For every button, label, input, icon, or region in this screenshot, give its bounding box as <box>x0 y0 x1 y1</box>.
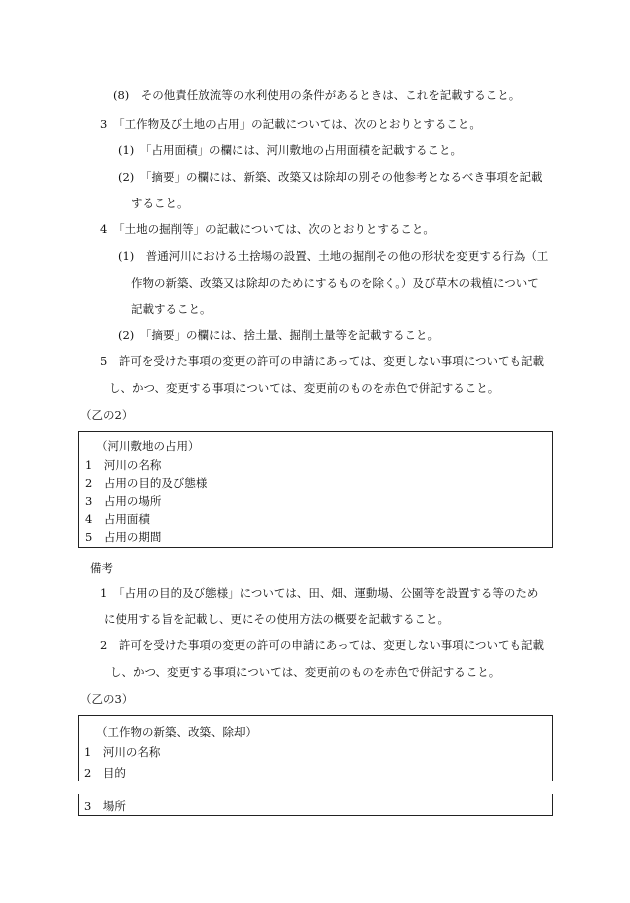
item-3-1: (1) 「占用面積」の欄には、河川敷地の占用面積を記載すること。 <box>118 143 463 157</box>
form-otsu3-bottom-border <box>78 815 553 816</box>
form-otsu3-row: 1 河川の名称 <box>84 745 161 759</box>
remark-2-line1: 2 許可を受けた事項の変更の許可の申請にあっては、変更しない事項についても記載 <box>100 638 544 652</box>
remarks-heading: 備考 <box>90 561 113 575</box>
item-4: 4 「土地の掘削等」の記載については、次のとおりとすること。 <box>100 222 435 236</box>
item-5-line1: 5 許可を受けた事項の変更の許可の申請にあっては、変更しない事項についても記載 <box>100 354 544 368</box>
form-otsu3-row: 3 場所 <box>84 799 126 813</box>
form-otsu3-heading: （乙の3） <box>80 692 134 706</box>
remark-1-line1: 1 「占用の目的及び態様」については、田、畑、運動場、公園等を設置する等のため <box>100 586 539 600</box>
item-8: (8) その他責任放流等の水利使用の条件があるときは、これを記載すること。 <box>113 88 521 102</box>
form-otsu3-left-border <box>78 715 79 781</box>
item-3: 3 「工作物及び土地の占用」の記載については、次のとおりとすること。 <box>100 117 481 131</box>
item-3-2-line2: すること。 <box>131 196 189 210</box>
form-otsu3-row: 2 目的 <box>84 766 126 780</box>
form-otsu2-row: 1 河川の名称 <box>85 458 162 472</box>
remark-2-line2: し、かつ、変更する事項については、変更前のものを赤色で併記すること。 <box>110 665 501 679</box>
form-otsu2-row: 5 占用の期間 <box>85 530 162 544</box>
form-otsu2-row: 4 占用面積 <box>85 512 150 526</box>
item-5-line2: し、かつ、変更する事項については、変更前のものを赤色で併記すること。 <box>109 381 500 395</box>
form-otsu3-right-border <box>552 715 553 781</box>
item-4-1-line3: 記載すること。 <box>131 302 212 316</box>
form-otsu2-row: 3 占用の場所 <box>85 494 162 508</box>
form-otsu2-row: 2 占用の目的及び態様 <box>85 476 208 490</box>
form-otsu3-title: （工作物の新築、改築、除却） <box>96 725 257 739</box>
item-4-1-line1: (1) 普通河川における土捨場の設置、土地の掘削その他の形状を変更する行為（工 <box>118 249 549 263</box>
form-otsu2-heading: （乙の2） <box>80 408 134 422</box>
form-otsu3-top-border <box>78 715 553 716</box>
form-otsu2-title: （河川敷地の占用） <box>96 439 200 453</box>
remark-1-line2: に使用する旨を記載し、更にその使用方法の概要を記載すること。 <box>104 612 449 626</box>
form-otsu3-cont-left-border <box>78 794 79 816</box>
item-3-2-line1: (2) 「摘要」の欄には、新築、改築又は除却の別その他参考となるべき事項を記載 <box>118 170 543 184</box>
form-otsu2-box <box>78 431 553 548</box>
form-otsu3-cont-right-border <box>552 794 553 816</box>
item-4-2: (2) 「摘要」の欄には、捨土量、掘削土量等を記載すること。 <box>118 328 440 342</box>
item-4-1-line2: 作物の新築、改築又は除却のためにするものを除く。）及び草木の栽植について <box>131 276 539 290</box>
